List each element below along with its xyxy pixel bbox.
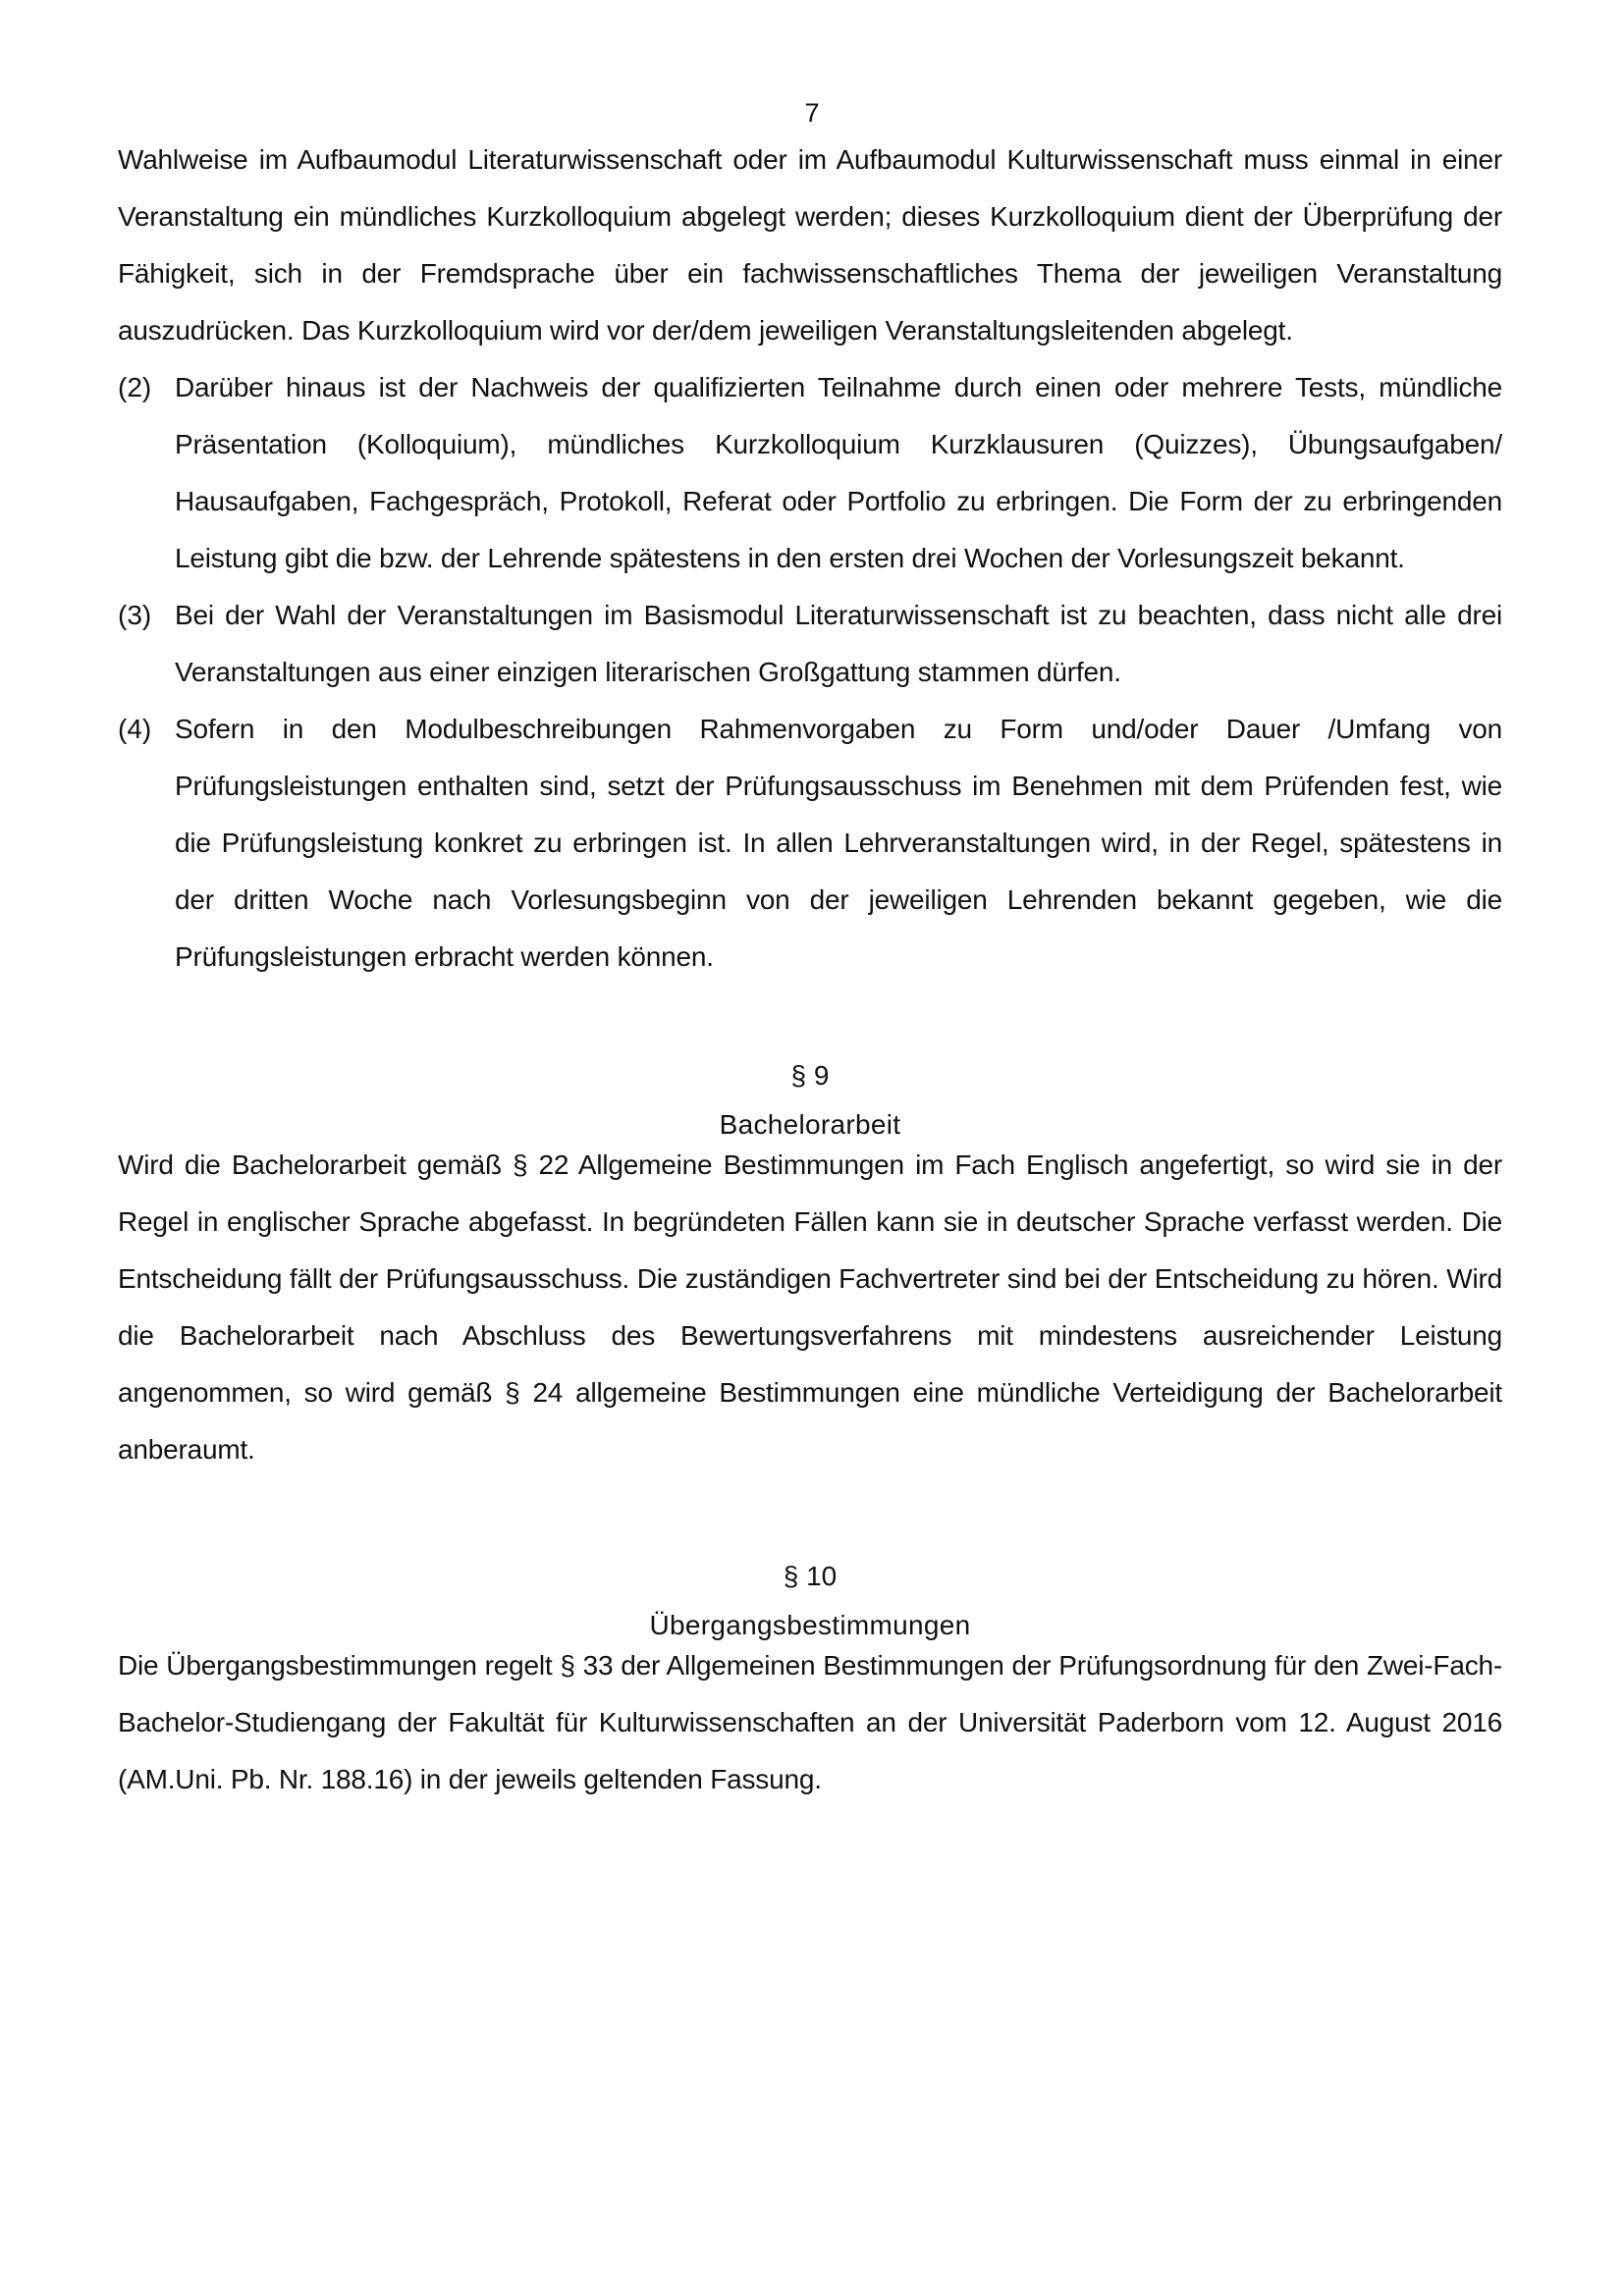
intro-paragraph: Wahlweise im Aufbaumodul Literaturwissenschaft oder im Aufbaumodul Kulturwissenschaft muss einmal in einer Veranstaltung ein mündliches Kurzkolloquium abgelegt werden; dieses Kurzkolloquium dient der Überprüfung der Fähigkeit, sich in der Fremdsprache über ein fachwissenschaftliches Thema der jeweiligen Veranstaltung auszudrücken. Das Kurzkolloquium wird vor der/dem jeweiligen Veranstaltungsleitenden abgelegt. [118,144,1502,346]
numbered-item-4 [118,701,1502,986]
item-number: (3) [118,600,152,630]
section-9-sign: § 9 [790,1060,830,1091]
section-10-title: Übergangsbestimmungen [649,1610,971,1640]
item-number: (4) [118,714,152,744]
section-9-title: Bachelorarbeit [719,1109,901,1140]
item-text: Sofern in den Modulbeschreibungen Rahmenvorgaben zu Form und/oder Dauer /Umfang von Prüfungsleistungen enthalten sind, setzt der Prüfungsausschuss im Benehmen mit dem Prüfenden fest, wie die Prüfungsleistung konkret zu erbringen ist. In allen Lehrveranstaltungen wird, in der Regel, spätestens in der dritten Woche nach Vorlesungsbeginn von der jeweiligen Lehrenden bekannt gegeben, wie die Prüfungsleistungen erbracht werden können. [175,714,1502,972]
section-10-sign: § 10 [783,1561,838,1591]
section-10-body: Die Übergangsbestimmungen regelt § 33 der Allgemeinen Bestimmungen der Prüfungsordnung für den Zwei-Fach-Bachelor-Studiengang der Fakultät für Kulturwissenschaften an der Universität Paderborn vom 12. August 2016 (AM.Uni. Pb. Nr. 188.16) in der jeweils geltenden Fassung. [118,1650,1502,1794]
numbered-item-2 [118,359,1502,587]
numbered-item-3 [118,587,1502,701]
item-text: Darüber hinaus ist der Nachweis der qualifizierten Teilnahme durch einen oder mehrere Tests, mündliche Präsentation (Kolloquium), mündliches Kurzkolloquium Kurzklausuren (Quizzes), Übungsaufgaben/ Hausaufgaben, Fachgespräch, Protokoll, Referat oder Portfolio zu erbringen. Die Form der zu erbringenden Leistung gibt die bzw. der Lehrende spätestens in den ersten drei Wochen der Vorlesungszeit bekannt. [175,372,1502,573]
item-number: (2) [118,372,152,402]
section-9-body: Wird die Bachelorarbeit gemäß § 22 Allgemeine Bestimmungen im Fach Englisch angefertigt, so wird sie in der Regel in englischer Sprache abgefasst. In begründeten Fällen kann sie in deutscher Sprache verfasst werden. Die Entscheidung fällt der Prüfungsausschuss. Die zuständigen Fachvertreter sind bei der Entscheidung zu hören. Wird die Bachelorarbeit nach Abschluss des Bewertungsverfahrens mit mindestens ausreichender Leistung angenommen, so wird gemäß § 24 allgemeine Bestimmungen eine mündliche Verteidigung der Bachelorarbeit anberaumt. [118,1149,1502,1465]
page-content [118,132,1502,1808]
page-number: 7 [804,98,820,128]
item-text: Bei der Wahl der Veranstaltungen im Basismodul Literaturwissenschaft ist zu beachten, dass nicht alle drei Veranstaltungen aus einer einzigen literarischen Großgattung stammen dürfen. [175,600,1502,687]
